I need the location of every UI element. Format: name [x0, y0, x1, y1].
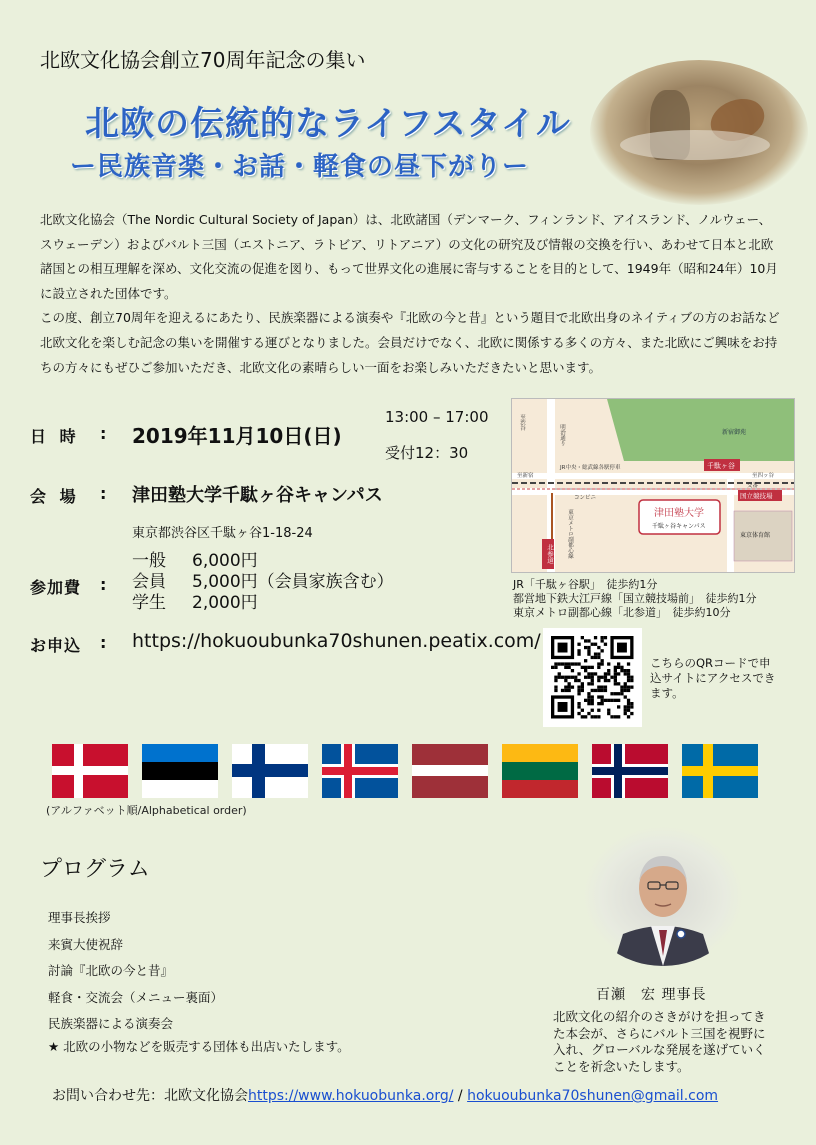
map-label-yotsuya: 至四ッ谷 [752, 473, 775, 479]
access-note-oedo: 都営地下鉄大江戸線「国立競技場前」 徒歩約1分 [513, 592, 757, 605]
contact-label: お問い合わせ先：北欧文化協会 [52, 1088, 248, 1104]
venue-map [511, 398, 795, 573]
apply-link[interactable]: https://hokuoubunka70shunen.peatix.com/ [132, 630, 541, 652]
fee-amount: 2,000円 [192, 593, 258, 613]
chairman-photo [583, 826, 743, 966]
date-colon: : [100, 424, 107, 443]
page-title: 北欧の伝統的なライフスタイル [85, 104, 571, 144]
program-item: 討論『北欧の今と昔』 [48, 963, 174, 978]
program-item: 来賓大使祝辞 [48, 936, 124, 952]
map-label-sendagaya: 千駄ヶ谷 [707, 462, 735, 470]
map-label-shinjuku-gyoen: 新宿御苑 [722, 429, 747, 436]
fee-label: 参加費 [30, 578, 82, 597]
event-subtitle: 北欧文化協会創立70周年記念の集い [40, 48, 366, 72]
date-label: 日 時 [30, 427, 80, 446]
map-label-shinjuku: 至新宿 [517, 473, 534, 479]
flag-estonia-icon [142, 744, 218, 798]
fee-row-student [132, 593, 394, 614]
access-notes [513, 578, 757, 620]
footer-separator: / [453, 1088, 468, 1104]
chairman-name: 百瀬 宏 理事長 [596, 987, 707, 1003]
flag-norway-icon [592, 744, 668, 798]
time-value: 13:00 – 17:00 [385, 408, 489, 426]
page-tagline: ー民族音楽・お話・軽食の昼下がりー [70, 152, 530, 182]
map-label-kitasando: 北参道 [546, 544, 554, 564]
venue-colon: : [100, 484, 107, 503]
map-label-tsuda: 津田塾大学 [654, 508, 704, 519]
fee-list [132, 551, 394, 614]
map-label-taiikukan: 東京体育館 [740, 532, 771, 539]
fee-category: 学生 [132, 593, 166, 613]
flag-iceland-icon [322, 744, 398, 798]
fee-amount: 5,000円（会員家族含む） [192, 572, 394, 592]
flag-finland-icon [232, 744, 308, 798]
venue-value: 津田塾大学千駄ヶ谷キャンパス [132, 485, 383, 506]
intro-paragraph-2: この度、創立70周年を迎えるにあたり、民族楽器による演奏や『北欧の今と昔』という題目で北欧出身のネイティブの方のお話など北欧文化を楽しむ記念の集いを開催する運びとなりました。会員だけでなく、北欧に関係する多くの方々、また北欧にご興味をお持ちの方々にもぜひご参加いただき、北欧文化の素晴らしい一面をお楽しみいただきたいと思います。 [40, 310, 780, 375]
flags-order-note: (アルファベット順/Alphabetical order) [46, 804, 247, 817]
fee-amount: 6,000円 [192, 551, 258, 571]
map-label-tsuda-campus: 千駄ヶ谷キャンパス [652, 523, 706, 530]
venue-address: 東京都渋谷区千駄ヶ谷1-18-24 [132, 526, 313, 541]
flag-latvia-icon [412, 744, 488, 798]
program-note: ★ 北欧の小物などを販売する団体も出店いたします。 [48, 1039, 350, 1054]
musicians-photo [590, 60, 808, 205]
qr-note: こちらのQRコードで申込サイトにアクセスできます。 [650, 656, 776, 700]
map-label-meiji: 明治通り [559, 424, 565, 446]
fee-category: 一般 [132, 551, 166, 571]
contact-footer [52, 1085, 718, 1105]
intro-paragraph-1: 北欧文化協会（The Nordic Cultural Society of Japan）は、北欧諸国（デンマーク、フィンランド、アイスランド、ノルウェー、スウェーデン）およびバルト三国（エストニア、ラトビア、リトアニア）の文化の研究及び情報の交換を行い、あわせて日本と北欧諸国との相互理解を深め、文化交流の促進を図り、もって世界文化の進展に寄与することを目的として、1949年（昭和24年）10月に設立された団体です。 [40, 212, 778, 301]
map-label-shibuya: 至渋谷 [519, 414, 525, 431]
venue-label: 会 場 [30, 487, 80, 506]
program-title: プログラム [40, 857, 150, 882]
fee-colon: : [100, 575, 107, 594]
access-note-metro: 東京メトロ副都心線「北参道」 徒歩約10分 [513, 606, 731, 619]
fee-category: 会員 [132, 572, 166, 592]
chairman-message: 北欧文化の紹介のさきがけを担ってきた本会が、さらにバルト三国を視野に入れ、グローバルな発展を遂げていくことを祈念いたします。 [553, 1009, 766, 1074]
intro-text [40, 208, 780, 380]
program-list [48, 905, 223, 1038]
map-label-metro: 東京メトロ副都心線 [567, 509, 573, 559]
map-label-kokuritsu: 国立競技場 [740, 492, 773, 500]
fee-row-member [132, 572, 394, 593]
program-item: 軽食・交流会（メニュー裏面） [48, 989, 224, 1005]
website-link[interactable]: https://www.hokuobunka.org/ [248, 1088, 454, 1104]
date-value: 2019年11月10日(日) [132, 424, 342, 448]
program-item: 理事長挨拶 [48, 910, 111, 925]
qr-code[interactable] [543, 628, 642, 727]
flag-lithuania-icon [502, 744, 578, 798]
apply-label: お申込 [30, 636, 82, 655]
program-item: 民族楽器による演奏会 [48, 1016, 174, 1031]
map-label-jr-line: JR中央・総武線各駅停車 [560, 465, 621, 471]
map-label-koban: 交番 [747, 483, 759, 489]
access-note-jr: JR「千駄ヶ谷駅」 徒歩約1分 [513, 578, 658, 591]
park-area [607, 399, 795, 461]
map-label-conbini: コンビニ [574, 495, 597, 501]
reception-time: 受付12：30 [385, 444, 469, 462]
email-link[interactable]: hokuoubunka70shunen@gmail.com [467, 1088, 719, 1104]
flag-denmark-icon [52, 744, 128, 798]
fee-row-general [132, 551, 394, 572]
flag-sweden-icon [682, 744, 758, 798]
apply-colon: : [100, 633, 107, 652]
